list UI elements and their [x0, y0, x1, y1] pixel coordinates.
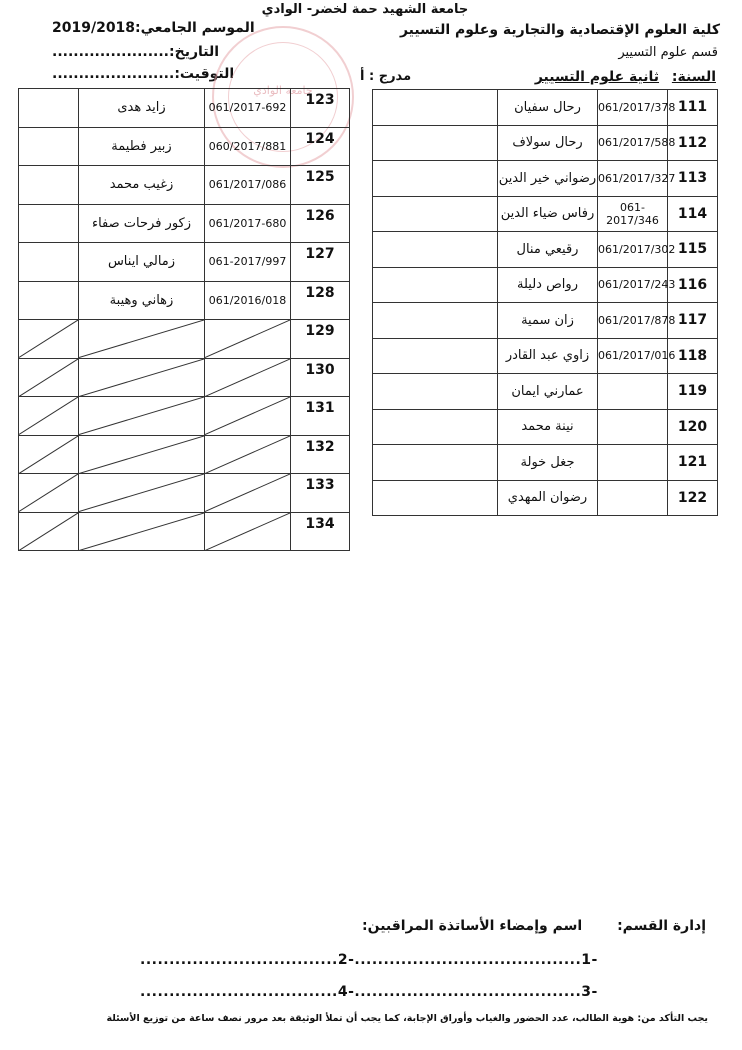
student-table-right [372, 89, 718, 516]
registration-number: 061/2017/302 [598, 232, 668, 268]
registration-number: 061/2017/878 [598, 303, 668, 339]
student-name: زان سمية [498, 303, 598, 339]
student-name: زبير فطيمة [79, 127, 205, 166]
signature-line-1: ..................................2-.......................................1- [140, 952, 598, 968]
department-admin-label: إدارة القسم: [617, 918, 706, 934]
table-row [373, 196, 718, 232]
seat-number: 129 [291, 320, 350, 359]
student-name: زاوي عبد القادر [498, 338, 598, 374]
student-name: رفاس ضياء الدين [498, 196, 598, 232]
table-row [19, 512, 350, 551]
year-line [527, 69, 716, 85]
table-row [373, 409, 718, 445]
crossed-out-cell [79, 320, 205, 359]
crossed-out-cell [79, 474, 205, 513]
department-name: قسم علوم التسيير [618, 45, 718, 60]
student-name: زكور فرحات صفاء [79, 204, 205, 243]
signature-cell [373, 232, 498, 268]
table-row [373, 338, 718, 374]
proctors-label: اسم وإمضاء الأساتذة المراقبين: [362, 918, 583, 934]
student-name: رواص دليلة [498, 267, 598, 303]
academic-season: الموسم الجامعي:2019/2018 [52, 20, 255, 36]
table-row [373, 374, 718, 410]
year-value: ثانية علوم التسيير [534, 69, 660, 85]
table-row [373, 232, 718, 268]
signature-cell [373, 303, 498, 339]
signature-cell [373, 338, 498, 374]
signature-cell [373, 196, 498, 232]
student-name: عمارني ايمان [498, 374, 598, 410]
student-name: رضواني خير الدين [498, 161, 598, 197]
registration-number: 061/2017/327 [598, 161, 668, 197]
crossed-out-cell [205, 358, 291, 397]
date-field: التاريخ:...................... [52, 44, 220, 60]
signature-cell [19, 204, 79, 243]
faculty-name: كلية العلوم الإقتصادية والتجارية وعلوم التسيير [399, 22, 720, 38]
registration-number: 061/2017/378 [598, 90, 668, 126]
table-row [19, 474, 350, 513]
crossed-out-cell [205, 320, 291, 359]
registration-number: 061/2017/243 [598, 267, 668, 303]
crossed-out-cell [19, 397, 79, 436]
time-field: التوقيت:....................... [52, 66, 235, 82]
seat-number: 132 [291, 435, 350, 474]
crossed-out-cell [205, 397, 291, 436]
crossed-out-cell [205, 512, 291, 551]
student-name: نينة محمد [498, 409, 598, 445]
seat-number: 133 [291, 474, 350, 513]
seat-number: 130 [291, 358, 350, 397]
university-name: جامعة الشهيد حمة لخضر- الوادي [261, 2, 469, 17]
seat-number: 131 [291, 397, 350, 436]
registration-number [598, 374, 668, 410]
signature-cell [373, 480, 498, 516]
registration-number: 061-2017/346 [598, 196, 668, 232]
table-row [19, 435, 350, 474]
table-row [19, 204, 350, 243]
signature-cell [373, 409, 498, 445]
signature-cell [373, 161, 498, 197]
amphitheater-label: مدرج : أ [360, 69, 412, 84]
student-name: زمالي ايناس [79, 243, 205, 282]
table-row [373, 90, 718, 126]
crossed-out-cell [205, 474, 291, 513]
crossed-out-cell [19, 435, 79, 474]
table-row [373, 161, 718, 197]
student-name: رحال سولاف [498, 125, 598, 161]
seat-number: 118 [668, 338, 718, 374]
registration-number: 061/2016/018 [205, 281, 291, 320]
signature-cell [373, 125, 498, 161]
signature-cell [19, 281, 79, 320]
registration-number [598, 480, 668, 516]
footer-note: يجب التأكد من: هوية الطالب، عدد الحضور والغياب وأوراق الإجابة، كما يجب أن تملأ الوثيقة بعد مرور نصف ساعة من توزيع الأسئلة [106, 1013, 708, 1024]
registration-number: 061/2017/588 [598, 125, 668, 161]
crossed-out-cell [19, 358, 79, 397]
student-name: رحال سفيان [498, 90, 598, 126]
seat-number: 116 [668, 267, 718, 303]
student-name: رضوان المهدي [498, 480, 598, 516]
table-row [19, 281, 350, 320]
signature-cell [19, 243, 79, 282]
seat-number: 115 [668, 232, 718, 268]
student-name: رقيعي منال [498, 232, 598, 268]
table-row [19, 243, 350, 282]
crossed-out-cell [19, 320, 79, 359]
signature-cell [373, 374, 498, 410]
student-name: زايد هدى [79, 89, 205, 128]
registration-number: 061/2017-680 [205, 204, 291, 243]
seat-number: 127 [291, 243, 350, 282]
stamp-text: جامعة الوادي [253, 84, 313, 97]
seat-number: 114 [668, 196, 718, 232]
registration-number: 061/2017/016 [598, 338, 668, 374]
table-row [19, 127, 350, 166]
student-table-left [18, 88, 350, 551]
seat-number: 121 [668, 445, 718, 481]
table-row [19, 89, 350, 128]
table-row [19, 397, 350, 436]
registration-number: 061/2017/086 [205, 166, 291, 205]
crossed-out-cell [19, 512, 79, 551]
registration-number: 060/2017/881 [205, 127, 291, 166]
seat-number: 126 [291, 204, 350, 243]
signature-cell [19, 127, 79, 166]
seat-number: 123 [291, 89, 350, 128]
registration-number [598, 409, 668, 445]
seat-number: 124 [291, 127, 350, 166]
signature-cell [373, 445, 498, 481]
signature-cell [19, 166, 79, 205]
seat-number: 117 [668, 303, 718, 339]
table-row [373, 267, 718, 303]
seat-number: 113 [668, 161, 718, 197]
table-row [373, 445, 718, 481]
seat-number: 112 [668, 125, 718, 161]
crossed-out-cell [79, 397, 205, 436]
seat-number: 134 [291, 512, 350, 551]
seat-number: 111 [668, 90, 718, 126]
table-row [373, 303, 718, 339]
table-row [373, 125, 718, 161]
seat-number: 122 [668, 480, 718, 516]
crossed-out-cell [79, 435, 205, 474]
year-label: السنة: [671, 69, 716, 85]
registration-number: 061-2017/997 [205, 243, 291, 282]
table-row [19, 320, 350, 359]
signature-line-2: ..................................4-.......................................3- [140, 984, 598, 1000]
signature-cell [19, 89, 79, 128]
seat-number: 119 [668, 374, 718, 410]
student-name: زغيب محمد [79, 166, 205, 205]
seat-number: 128 [291, 281, 350, 320]
registration-number [598, 445, 668, 481]
seat-number: 120 [668, 409, 718, 445]
signature-cell [373, 90, 498, 126]
table-row [373, 480, 718, 516]
table-row [19, 166, 350, 205]
crossed-out-cell [19, 474, 79, 513]
registration-number: 061/2017-692 [205, 89, 291, 128]
crossed-out-cell [79, 512, 205, 551]
crossed-out-cell [205, 435, 291, 474]
student-name: جغل خولة [498, 445, 598, 481]
student-name: زهاني وهيبة [79, 281, 205, 320]
crossed-out-cell [79, 358, 205, 397]
signature-cell [373, 267, 498, 303]
seat-number: 125 [291, 166, 350, 205]
table-row [19, 358, 350, 397]
